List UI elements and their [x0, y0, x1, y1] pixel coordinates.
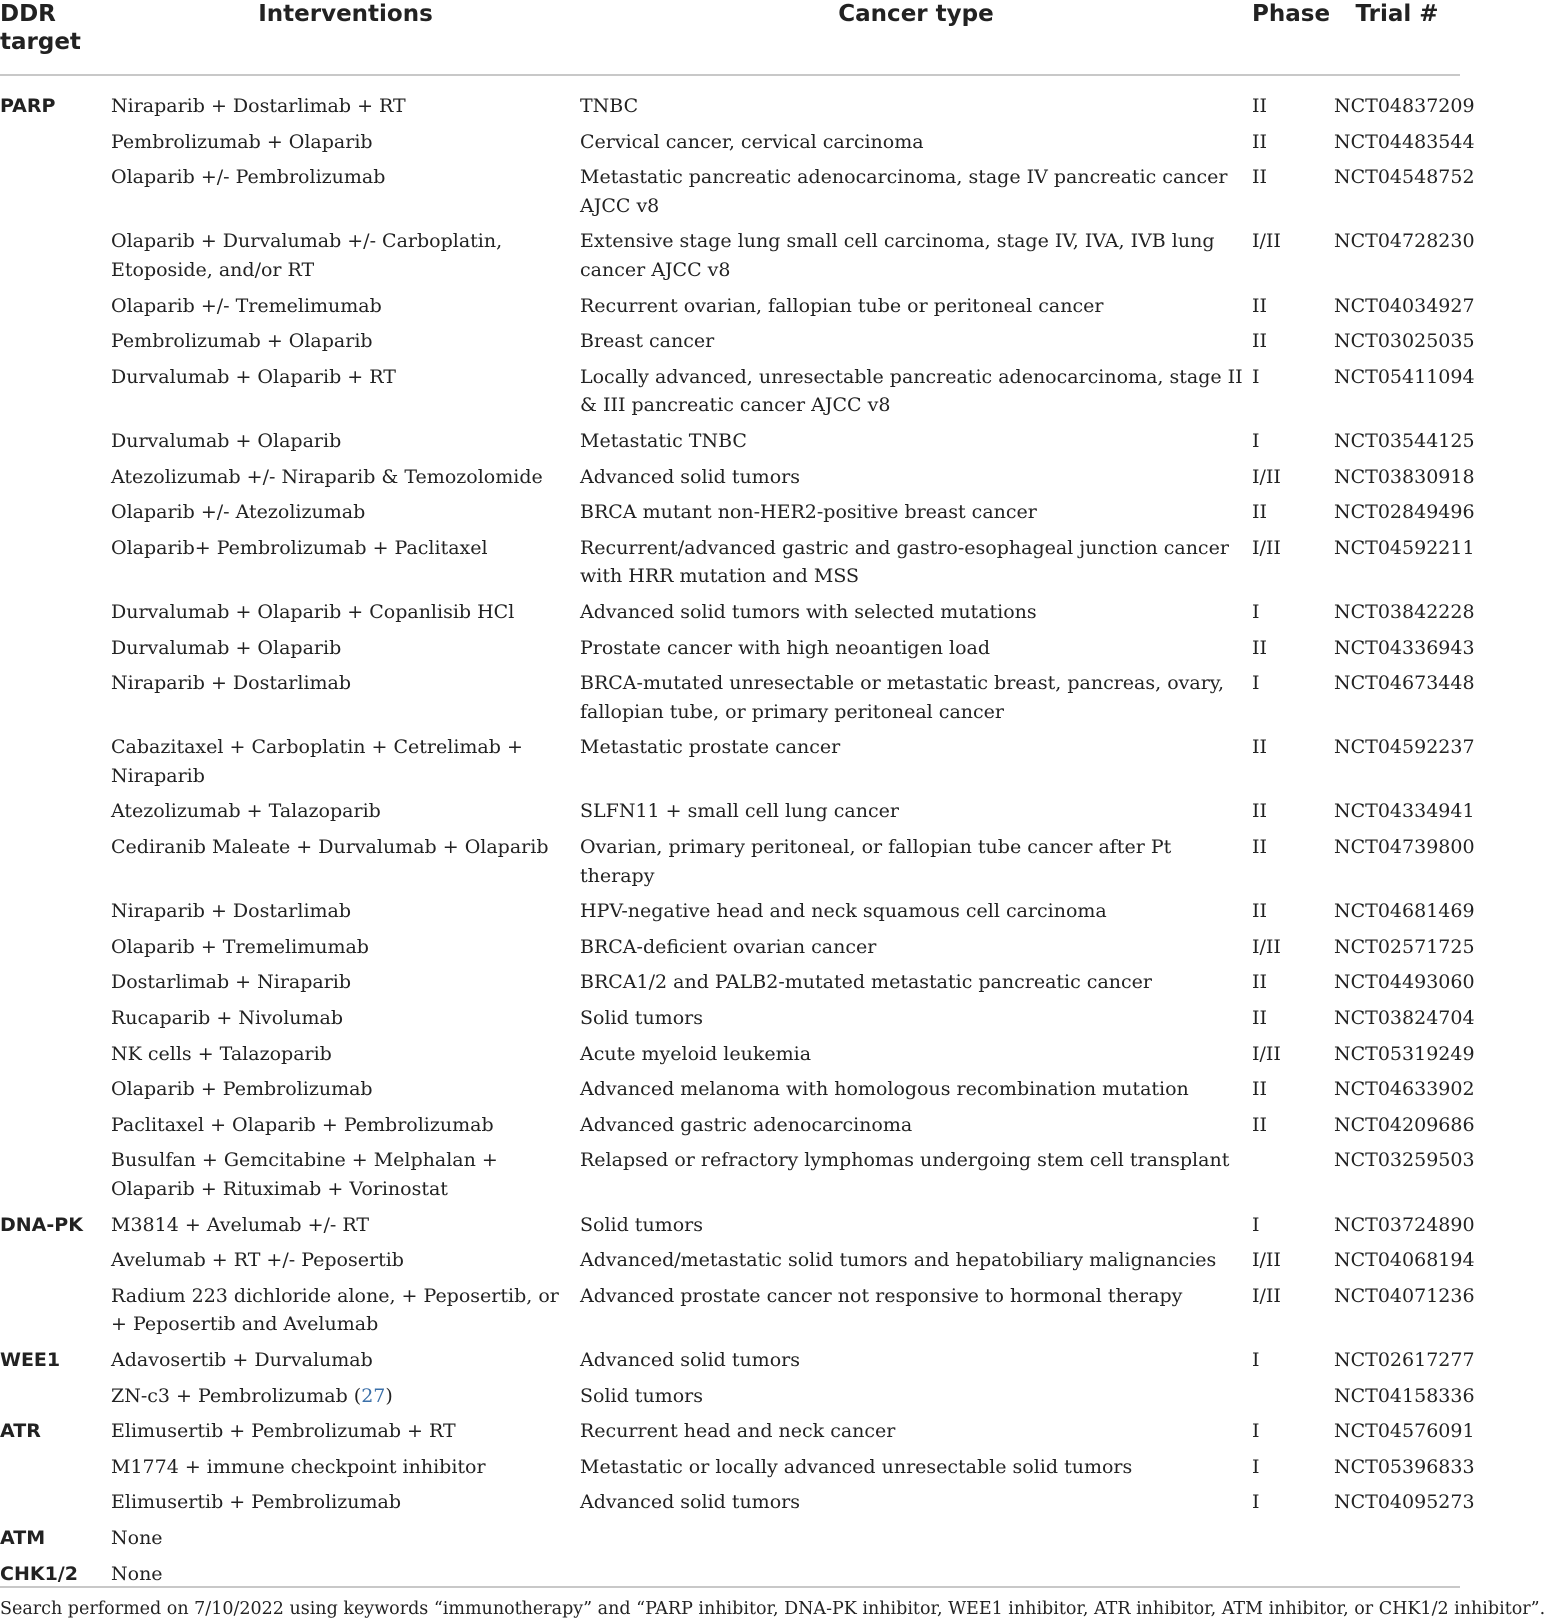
ddr-target-cell	[0, 1142, 111, 1206]
ddr-target-cell	[0, 964, 111, 1000]
table-row	[0, 288, 1460, 324]
ddr-target-cell	[0, 159, 111, 223]
ddr-target-cell	[0, 630, 111, 666]
trial-id-cell: NCT04592237	[1334, 736, 1475, 759]
phase-cell: II	[1252, 736, 1268, 759]
intervention-cell: Durvalumab + Olaparib	[111, 636, 342, 659]
table-row	[0, 1036, 1460, 1072]
intervention-cell: Adavosertib + Durvalumab	[111, 1348, 373, 1371]
ddr-target-cell	[0, 1242, 111, 1278]
phase-cell: I/II	[1252, 935, 1281, 958]
intervention-cell: Niraparib + Dostarlimab	[111, 672, 352, 695]
intervention-cell: Pembrolizumab + Olaparib	[111, 130, 373, 153]
trial-id-cell: NCT04673448	[1334, 672, 1475, 695]
intervention-cell: Radium 223 dichloride alone, + Peposertib, or + Peposertib and Avelumab	[111, 1284, 559, 1336]
ddr-target-cell: ATM	[0, 1526, 46, 1549]
trial-id-cell: NCT04592211	[1334, 536, 1475, 559]
trial-id-cell: NCT04633902	[1334, 1078, 1475, 1101]
intervention-cell: Elimusertib + Pembrolizumab + RT	[111, 1420, 456, 1443]
cancer-type-cell: Advanced solid tumors with selected mutations	[580, 600, 1037, 623]
cancer-type-cell: SLFN11 + small cell lung cancer	[580, 800, 899, 823]
cancer-type-cell: BRCA-deficient ovarian cancer	[580, 935, 877, 958]
cancer-type-cell: Ovarian, primary peritoneal, or fallopian tube cancer after Pt therapy	[580, 836, 1172, 887]
ddr-target-cell	[0, 1107, 111, 1143]
cancer-type-cell: Cervical cancer, cervical carcinoma	[580, 130, 924, 153]
phase-cell: I	[1252, 1213, 1260, 1236]
trial-id-cell: NCT04728230	[1334, 230, 1475, 253]
trial-id-cell: NCT04071236	[1334, 1284, 1475, 1307]
intervention-cell: Olaparib +/- Tremelimumab	[111, 294, 382, 317]
ddr-target-cell	[0, 829, 111, 893]
table-row	[0, 323, 1460, 359]
trial-id-cell: NCT02849496	[1334, 501, 1475, 524]
intervention-cell: Olaparib + Tremelimumab	[111, 935, 369, 958]
cancer-type-cell: Extensive stage lung small cell carcinoma, stage IV, IVA, IVB lung cancer AJCC v8	[580, 230, 1215, 281]
table-row	[0, 893, 1460, 929]
ddr-target-cell	[0, 665, 111, 729]
table-row	[0, 1142, 1460, 1206]
intervention-cell: Olaparib + Durvalumab +/- Carboplatin, Etoposide, and/or RT	[111, 230, 503, 281]
intervention-cell: M3814 + Avelumab +/- RT	[111, 1213, 370, 1236]
cancer-type-cell	[580, 1520, 1252, 1556]
table-row	[0, 1520, 1460, 1556]
table-row	[0, 159, 1460, 223]
trial-id-cell: NCT03824704	[1334, 1007, 1475, 1030]
trial-id-cell: NCT04095273	[1334, 1491, 1475, 1514]
ddr-target-cell: CHK1/2	[0, 1562, 78, 1585]
phase-cell: I	[1252, 429, 1260, 452]
cancer-type-cell: Relapsed or refractory lymphomas undergoing stem cell transplant	[580, 1149, 1230, 1172]
phase-cell: II	[1252, 800, 1268, 823]
cancer-type-cell: Metastatic prostate cancer	[580, 736, 841, 759]
ddr-target-cell	[0, 1000, 111, 1036]
intervention-cell: Cediranib Maleate + Durvalumab + Olaparib	[111, 836, 549, 859]
table-body	[0, 75, 1475, 1591]
trial-id-cell: NCT02617277	[1334, 1348, 1475, 1371]
cancer-type-cell: Advanced solid tumors	[580, 1348, 800, 1371]
intervention-cell: Atezolizumab +/- Niraparib & Temozolomide	[111, 465, 543, 488]
intervention-cell: None	[111, 1562, 163, 1585]
intervention-cell: Durvalumab + Olaparib + Copanlisib HCl	[111, 600, 515, 623]
phase-cell: II	[1252, 294, 1268, 317]
ddr-target-cell	[0, 223, 111, 287]
phase-cell: I	[1252, 1491, 1260, 1514]
ddr-target-cell	[0, 1278, 111, 1342]
table-row	[0, 1000, 1460, 1036]
table-row	[0, 1278, 1460, 1342]
cancer-type-cell: Recurrent/advanced gastric and gastro-esophageal junction cancer with HRR mutation and MSS	[580, 536, 1229, 588]
ddr-target-cell	[0, 288, 111, 324]
trial-id-cell: NCT03842228	[1334, 600, 1475, 623]
intervention-cell: Olaparib +/- Pembrolizumab	[111, 166, 386, 189]
trial-id-cell: NCT04034927	[1334, 294, 1475, 317]
ddr-target-cell	[0, 594, 111, 630]
phase-cell	[1252, 1142, 1334, 1206]
header-ddr-target: DDR target	[0, 0, 111, 75]
phase-cell: II	[1252, 636, 1268, 659]
table-row	[0, 1449, 1460, 1485]
ddr-target-cell: DNA-PK	[0, 1213, 83, 1236]
phase-cell: II	[1252, 330, 1268, 353]
table-row	[0, 1242, 1460, 1278]
table-row	[0, 1413, 1460, 1449]
intervention-cell: Paclitaxel + Olaparib + Pembrolizumab	[111, 1113, 494, 1136]
ddr-target-cell	[0, 423, 111, 459]
trial-id-cell: NCT04209686	[1334, 1113, 1475, 1136]
cancer-type-cell: Advanced gastric adenocarcinoma	[580, 1113, 913, 1136]
phase-cell: I/II	[1252, 230, 1281, 253]
phase-cell: II	[1252, 900, 1268, 923]
trial-id-cell: NCT04548752	[1334, 166, 1475, 189]
phase-cell: I/II	[1252, 1284, 1281, 1307]
table-row	[0, 594, 1460, 630]
trial-id-cell: NCT03724890	[1334, 1213, 1475, 1236]
phase-cell: II	[1252, 166, 1268, 189]
intervention-cell: Olaparib+ Pembrolizumab + Paclitaxel	[111, 536, 488, 559]
trial-id-cell: NCT04576091	[1334, 1420, 1475, 1443]
intervention-cell: Busulfan + Gemcitabine + Melphalan + Olaparib + Rituximab + Vorinostat	[111, 1149, 498, 1200]
phase-cell: I	[1252, 365, 1260, 388]
table-row	[0, 223, 1460, 287]
table-row	[0, 459, 1460, 495]
trial-id-cell: NCT03830918	[1334, 465, 1475, 488]
trial-id-cell: NCT04334941	[1334, 800, 1475, 823]
phase-cell: II	[1252, 971, 1268, 994]
header-interventions: Interventions	[111, 0, 580, 75]
cancer-type-cell: Metastatic TNBC	[580, 429, 747, 452]
cancer-type-cell: Advanced melanoma with homologous recombination mutation	[580, 1078, 1189, 1101]
phase-cell: II	[1252, 95, 1268, 117]
intervention-cell: Niraparib + Dostarlimab	[111, 900, 352, 923]
trial-id-cell: NCT04739800	[1334, 836, 1475, 859]
intervention-cell: Atezolizumab + Talazoparib	[111, 800, 381, 823]
table-row	[0, 124, 1460, 160]
phase-cell: I	[1252, 1420, 1260, 1443]
cancer-type-cell: BRCA mutant non-HER2-positive breast cancer	[580, 501, 1037, 524]
table-row	[0, 665, 1460, 729]
intervention-cell: Olaparib +/- Atezolizumab	[111, 501, 366, 524]
cancer-type-cell: Recurrent head and neck cancer	[580, 1420, 896, 1443]
ddr-target-cell	[0, 1036, 111, 1072]
header-trial: Trial #	[1334, 0, 1460, 75]
table-row	[0, 1207, 1460, 1243]
ddr-target-cell: WEE1	[0, 1348, 61, 1371]
intervention-text-tail: )	[385, 1384, 393, 1407]
trial-id-cell: NCT04483544	[1334, 130, 1475, 153]
table-footnote: Search performed on 7/10/2022 using keywords “immunotherapy” and “PARP inhibitor, DNA-PK inhibitor, WEE1 inhibitor, ATR inhibitor, ATM inhibitor, or CHK1/2 inhibitor”.	[0, 1586, 1460, 1620]
phase-cell: I	[1252, 1455, 1260, 1478]
ddr-target-cell	[0, 1449, 111, 1485]
cancer-type-cell: Metastatic or locally advanced unresectable solid tumors	[580, 1455, 1133, 1478]
ddr-target-cell	[0, 929, 111, 965]
cancer-type-cell: Advanced solid tumors	[580, 1491, 800, 1514]
cancer-type-cell: Acute myeloid leukemia	[580, 1042, 812, 1065]
phase-cell: II	[1252, 1078, 1268, 1101]
trial-id-cell: NCT02571725	[1334, 935, 1475, 958]
table-row	[0, 793, 1460, 829]
cancer-type-cell: BRCA-mutated unresectable or metastatic breast, pancreas, ovary, fallopian tube, or primary peritoneal cancer	[580, 672, 1225, 723]
intervention-text: ZN-c3 + Pembrolizumab (	[111, 1384, 362, 1407]
table-row	[0, 423, 1460, 459]
phase-cell: I	[1252, 1348, 1260, 1371]
ddr-target-cell	[0, 793, 111, 829]
cancer-type-cell: Prostate cancer with high neoantigen load	[580, 636, 991, 659]
intervention-cell: Pembrolizumab + Olaparib	[111, 330, 373, 353]
phase-cell: I	[1252, 672, 1260, 695]
cancer-type-cell: Advanced/metastatic solid tumors and hepatobiliary malignancies	[580, 1249, 1217, 1272]
intervention-cell: Rucaparib + Nivolumab	[111, 1007, 344, 1030]
ddr-target-cell	[0, 124, 111, 160]
phase-cell: I/II	[1252, 536, 1281, 559]
phase-cell: II	[1252, 1007, 1268, 1030]
phase-cell: I	[1252, 600, 1260, 623]
cancer-type-cell: HPV-negative head and neck squamous cell carcinoma	[580, 900, 1107, 923]
ddr-target-cell	[0, 893, 111, 929]
ddr-target-cell	[0, 530, 111, 594]
cancer-type-cell: Solid tumors	[580, 1213, 703, 1236]
ddr-target-cell	[0, 459, 111, 495]
phase-cell	[1252, 1520, 1334, 1556]
trial-id-cell: NCT03025035	[1334, 330, 1475, 353]
table-row	[0, 75, 1460, 124]
trial-id-cell: NCT04336943	[1334, 636, 1475, 659]
table-row	[0, 359, 1460, 423]
intervention-cell: Elimusertib + Pembrolizumab	[111, 1491, 402, 1514]
intervention-cell: Dostarlimab + Niraparib	[111, 971, 352, 994]
phase-cell: I/II	[1252, 1249, 1281, 1272]
phase-cell: I/II	[1252, 1042, 1281, 1065]
cancer-type-cell: TNBC	[580, 95, 639, 117]
reference-link[interactable]: 27	[361, 1384, 386, 1407]
trial-id-cell	[1334, 1520, 1460, 1556]
table-row	[0, 1484, 1460, 1520]
ddr-target-cell	[0, 1378, 111, 1414]
intervention-cell: Durvalumab + Olaparib	[111, 429, 342, 452]
phase-cell: I/II	[1252, 465, 1281, 488]
trial-id-cell: NCT04068194	[1334, 1249, 1475, 1272]
table-row	[0, 530, 1460, 594]
trial-id-cell: NCT04493060	[1334, 971, 1475, 994]
intervention-cell: Niraparib + Dostarlimab + RT	[111, 95, 406, 117]
cancer-type-cell: Breast cancer	[580, 330, 715, 353]
trial-id-cell: NCT04681469	[1334, 900, 1475, 923]
ddr-target-cell	[0, 359, 111, 423]
ddr-target-cell	[0, 323, 111, 359]
cancer-type-cell: Solid tumors	[580, 1384, 703, 1407]
phase-cell: II	[1252, 836, 1268, 859]
cancer-type-cell: BRCA1/2 and PALB2-mutated metastatic pancreatic cancer	[580, 971, 1152, 994]
ddr-target-cell	[0, 494, 111, 530]
trial-id-cell: NCT03259503	[1334, 1149, 1475, 1172]
intervention-cell: None	[111, 1526, 163, 1549]
ddr-target-cell	[0, 729, 111, 793]
header-phase: Phase	[1252, 0, 1334, 75]
cancer-type-cell: Advanced solid tumors	[580, 465, 800, 488]
trial-id-cell: NCT04837209	[1334, 95, 1475, 117]
table-row	[0, 630, 1460, 666]
table-row	[0, 494, 1460, 530]
table-row	[0, 1107, 1460, 1143]
table-header	[0, 0, 1460, 75]
cancer-type-cell: Solid tumors	[580, 1007, 703, 1030]
phase-cell: II	[1252, 1113, 1268, 1136]
intervention-cell: M1774 + immune checkpoint inhibitor	[111, 1455, 486, 1478]
trial-id-cell: NCT04158336	[1334, 1384, 1475, 1407]
header-row	[0, 0, 1460, 75]
intervention-cell	[111, 1378, 580, 1414]
table-row	[0, 929, 1460, 965]
trial-id-cell: NCT05411094	[1334, 365, 1475, 388]
phase-cell	[1252, 1378, 1334, 1414]
intervention-cell: Cabazitaxel + Carboplatin + Cetrelimab + Niraparib	[111, 736, 523, 787]
intervention-cell: Olaparib + Pembrolizumab	[111, 1078, 373, 1101]
trial-id-cell: NCT03544125	[1334, 429, 1475, 452]
trial-id-cell: NCT05319249	[1334, 1042, 1475, 1065]
ddr-target-cell: ATR	[0, 1420, 41, 1443]
table-row	[0, 829, 1460, 893]
cancer-type-cell: Recurrent ovarian, fallopian tube or peritoneal cancer	[580, 294, 1104, 317]
table-row	[0, 964, 1460, 1000]
trial-id-cell: NCT05396833	[1334, 1455, 1475, 1478]
cancer-type-cell: Advanced prostate cancer not responsive to hormonal therapy	[580, 1284, 1183, 1307]
ddr-target-cell	[0, 1484, 111, 1520]
intervention-cell: Avelumab + RT +/- Peposertib	[111, 1249, 404, 1272]
header-cancer-type: Cancer type	[580, 0, 1252, 75]
table-row	[0, 729, 1460, 793]
intervention-cell: NK cells + Talazoparib	[111, 1042, 332, 1065]
phase-cell: II	[1252, 130, 1268, 153]
cancer-type-cell: Metastatic pancreatic adenocarcinoma, stage IV pancreatic cancer AJCC v8	[580, 166, 1228, 217]
ddr-target-cell	[0, 1071, 111, 1107]
ddr-target-cell: PARP	[0, 95, 56, 117]
table-row	[0, 1378, 1460, 1414]
table-row	[0, 1071, 1460, 1107]
table-row	[0, 1342, 1460, 1378]
cancer-type-cell: Locally advanced, unresectable pancreatic adenocarcinoma, stage II & III pancreatic cancer AJCC v8	[580, 365, 1243, 417]
phase-cell: II	[1252, 501, 1268, 524]
intervention-cell: Durvalumab + Olaparib + RT	[111, 365, 396, 388]
